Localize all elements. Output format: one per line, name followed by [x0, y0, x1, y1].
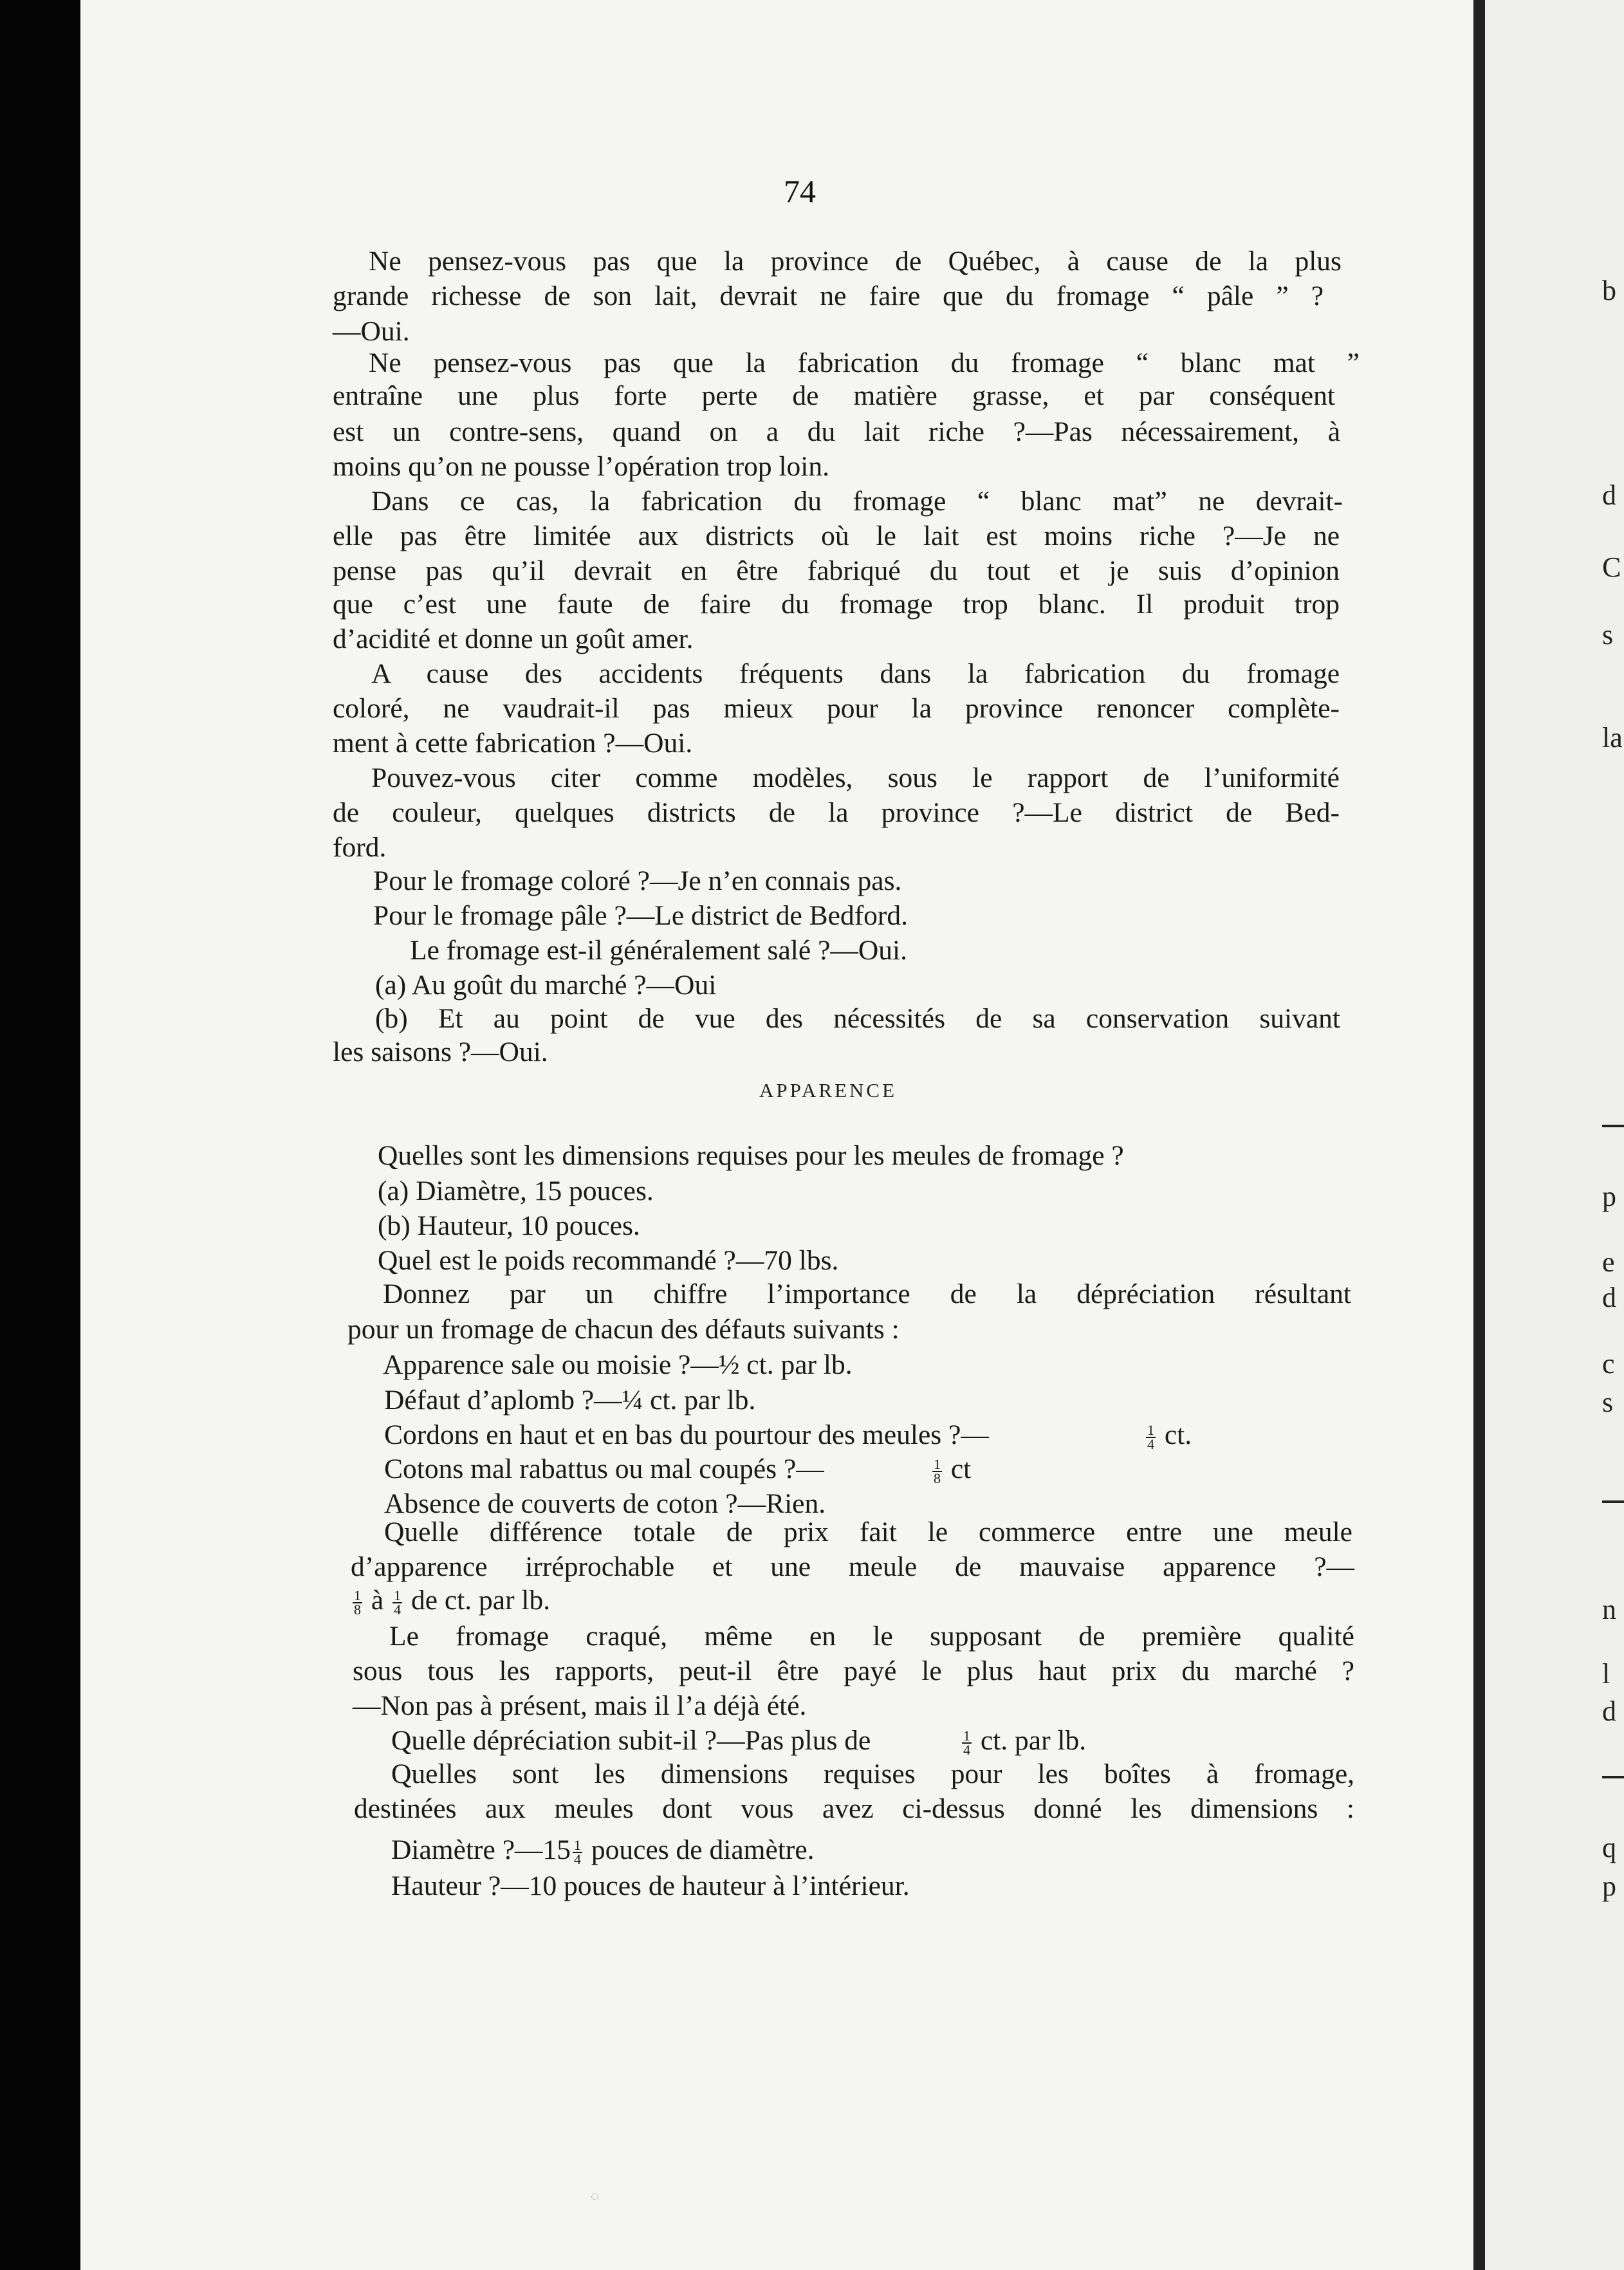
text-line: Cotons mal rabattus ou mal coupés ?—: [384, 1453, 824, 1484]
text-line: d’apparence irréprochable et une meule de mauvaise apparence ?—: [351, 1551, 1354, 1582]
text-line: moins qu’on ne pousse l’opération trop loin.: [333, 451, 830, 482]
adjacent-page-fragment: n: [1602, 1594, 1616, 1625]
scan-left-margin: [0, 0, 80, 2270]
text-line: Quelles sont les dimensions requises pour les boîtes à fromage,: [391, 1758, 1354, 1789]
text-line: Pour le fromage coloré ?—Je n’en connais pas.: [373, 865, 902, 896]
adjacent-page-dash: [1602, 1776, 1624, 1778]
adjacent-page-fragment: d: [1602, 479, 1616, 511]
adjacent-page-fragment: d: [1602, 1695, 1616, 1727]
section-heading: APPARENCE: [759, 1079, 898, 1102]
text-line: de couleur, quelques districts de la province ?—Le district de Bed-: [333, 797, 1340, 828]
text-line: pour un fromage de chacun des défauts suivants :: [347, 1314, 900, 1345]
fraction: $\frac{1}{8}$: [934, 1456, 941, 1487]
text-line: Pouvez-vous citer comme modèles, sous le rapport de l’uniformité: [371, 762, 1340, 793]
text-line: —Oui.: [333, 316, 410, 347]
text-line: pense pas qu’il devrait en être fabriqué du tout et je suis d’opinion: [333, 555, 1340, 586]
text-line: A cause des accidents fréquents dans la fabrication du fromage: [371, 658, 1340, 689]
text-line: Défaut d’aplomb ?—¼ ct. par lb.: [384, 1385, 756, 1416]
text-line: entraîne une plus forte perte de matière grasse, et par conséquent: [333, 380, 1335, 411]
adjacent-page-fragment: s: [1602, 1387, 1614, 1418]
text-line: (b) Et au point de vue des nécessités de sa conservation suivant: [375, 1003, 1340, 1034]
page-gutter: [1473, 0, 1485, 2270]
text-line: (a) Diamètre, 15 pouces.: [378, 1176, 654, 1206]
adjacent-page-fragment: e: [1602, 1246, 1615, 1278]
text-line: Apparence sale ou moisie ?—½ ct. par lb.: [383, 1349, 853, 1380]
text-line-diametre: Diamètre ?—15 $\frac{1}{4}$ pouces de diamètre.: [391, 1834, 815, 1868]
text-line: Ne pensez-vous pas que la province de Québec, à cause de la plus: [369, 246, 1342, 277]
adjacent-page-fragment: C: [1602, 551, 1621, 583]
fraction: $\frac{1}{4}$: [1147, 1422, 1154, 1453]
text-line-range: $\frac{1}{8}$ à $\frac{1}{4}$ de ct. par lb.: [354, 1585, 551, 1618]
text-line-depreciation-end: $\frac{1}{4}$ ct. par lb.: [963, 1725, 1087, 1758]
adjacent-page-fragment: l: [1602, 1658, 1610, 1690]
adjacent-page-fragment: s: [1602, 619, 1614, 651]
text-line: Absence de couverts de coton ?—Rien.: [384, 1488, 826, 1519]
text-line: Quelle différence totale de prix fait le commerce entre une meule: [384, 1517, 1352, 1547]
text-line-cordons-end: $\frac{1}{4}$ ct.: [1147, 1419, 1192, 1453]
text-line: grande richesse de son lait, devrait ne faire que du fromage “ pâle ” ?: [333, 281, 1324, 311]
text-line: ment à cette fabrication ?—Oui.: [333, 728, 693, 759]
text-line: coloré, ne vaudrait-il pas mieux pour la province renoncer complète-: [333, 693, 1340, 724]
text-line: Le fromage craqué, même en le supposant de première qualité: [389, 1621, 1354, 1652]
document-page: [80, 0, 1473, 2270]
text-line: elle pas être limitée aux districts où le lait est moins riche ?—Je ne: [333, 521, 1340, 551]
text-line: Quelle dépréciation subit-il ?—Pas plus de: [391, 1725, 871, 1756]
text-line: Le fromage est-il généralement salé ?—Oui.: [410, 935, 907, 966]
fraction: $\frac{1}{4}$: [574, 1837, 582, 1868]
adjacent-page-dash: [1602, 1500, 1624, 1503]
fraction: $\frac{1}{4}$: [394, 1587, 401, 1618]
text-line: (a) Au goût du marché ?—Oui: [375, 970, 717, 1001]
text-line: est un contre-sens, quand on a du lait riche ?—Pas nécessairement, à: [333, 416, 1340, 447]
adjacent-page-fragment: c: [1602, 1348, 1615, 1380]
adjacent-page-fragment: p: [1602, 1181, 1616, 1212]
text-line: (b) Hauteur, 10 pouces.: [378, 1210, 640, 1241]
text-line: Pour le fromage pâle ?—Le district de Bedford.: [373, 900, 909, 931]
adjacent-page-fragment: p: [1602, 1870, 1616, 1902]
adjacent-page-fragment: b: [1602, 275, 1616, 306]
adjacent-page-fragment: la: [1602, 722, 1623, 753]
fraction: $\frac{1}{4}$: [963, 1728, 970, 1758]
text-line: Ne pensez-vous pas que la fabrication du fromage “ blanc mat ”: [369, 347, 1360, 378]
text-line: Hauteur ?—10 pouces de hauteur à l’intérieur.: [391, 1870, 910, 1901]
text-line: Donnez par un chiffre l’importance de la dépréciation résultant: [383, 1278, 1351, 1309]
text-line: les saisons ?—Oui.: [333, 1037, 548, 1067]
adjacent-page-fragment: q: [1602, 1832, 1616, 1863]
text-line: —Non pas à présent, mais il l’a déjà été.: [353, 1690, 807, 1721]
text-line: Cordons en haut et en bas du pourtour des meules ?—: [384, 1419, 989, 1450]
text-line: Quel est le poids recommandé ?—70 lbs.: [378, 1245, 839, 1276]
fraction: $\frac{1}{8}$: [354, 1587, 361, 1618]
text-line-cotons-end: $\frac{1}{8}$ ct: [934, 1453, 972, 1487]
text-line: d’acidité et donne un goût amer.: [333, 623, 694, 654]
adjacent-page-dash: [1602, 1125, 1624, 1127]
text-line: ford.: [333, 832, 387, 863]
text-line: Quelles sont les dimensions requises pour les meules de fromage ?: [378, 1140, 1124, 1171]
text-line: que c’est une faute de faire du fromage trop blanc. Il produit trop: [333, 589, 1340, 620]
text-line: Dans ce cas, la fabrication du fromage “ blanc mat” ne devrait-: [371, 486, 1343, 517]
text-line: destinées aux meules dont vous avez ci-dessus donné les dimensions :: [354, 1793, 1354, 1824]
text-line: sous tous les rapports, peut-il être payé le plus haut prix du marché ?: [353, 1656, 1354, 1686]
adjacent-page: [1485, 0, 1624, 2270]
adjacent-page-fragment: d: [1602, 1282, 1616, 1313]
scan-mark: ◌: [591, 2188, 600, 2204]
page-number: 74: [784, 173, 816, 209]
